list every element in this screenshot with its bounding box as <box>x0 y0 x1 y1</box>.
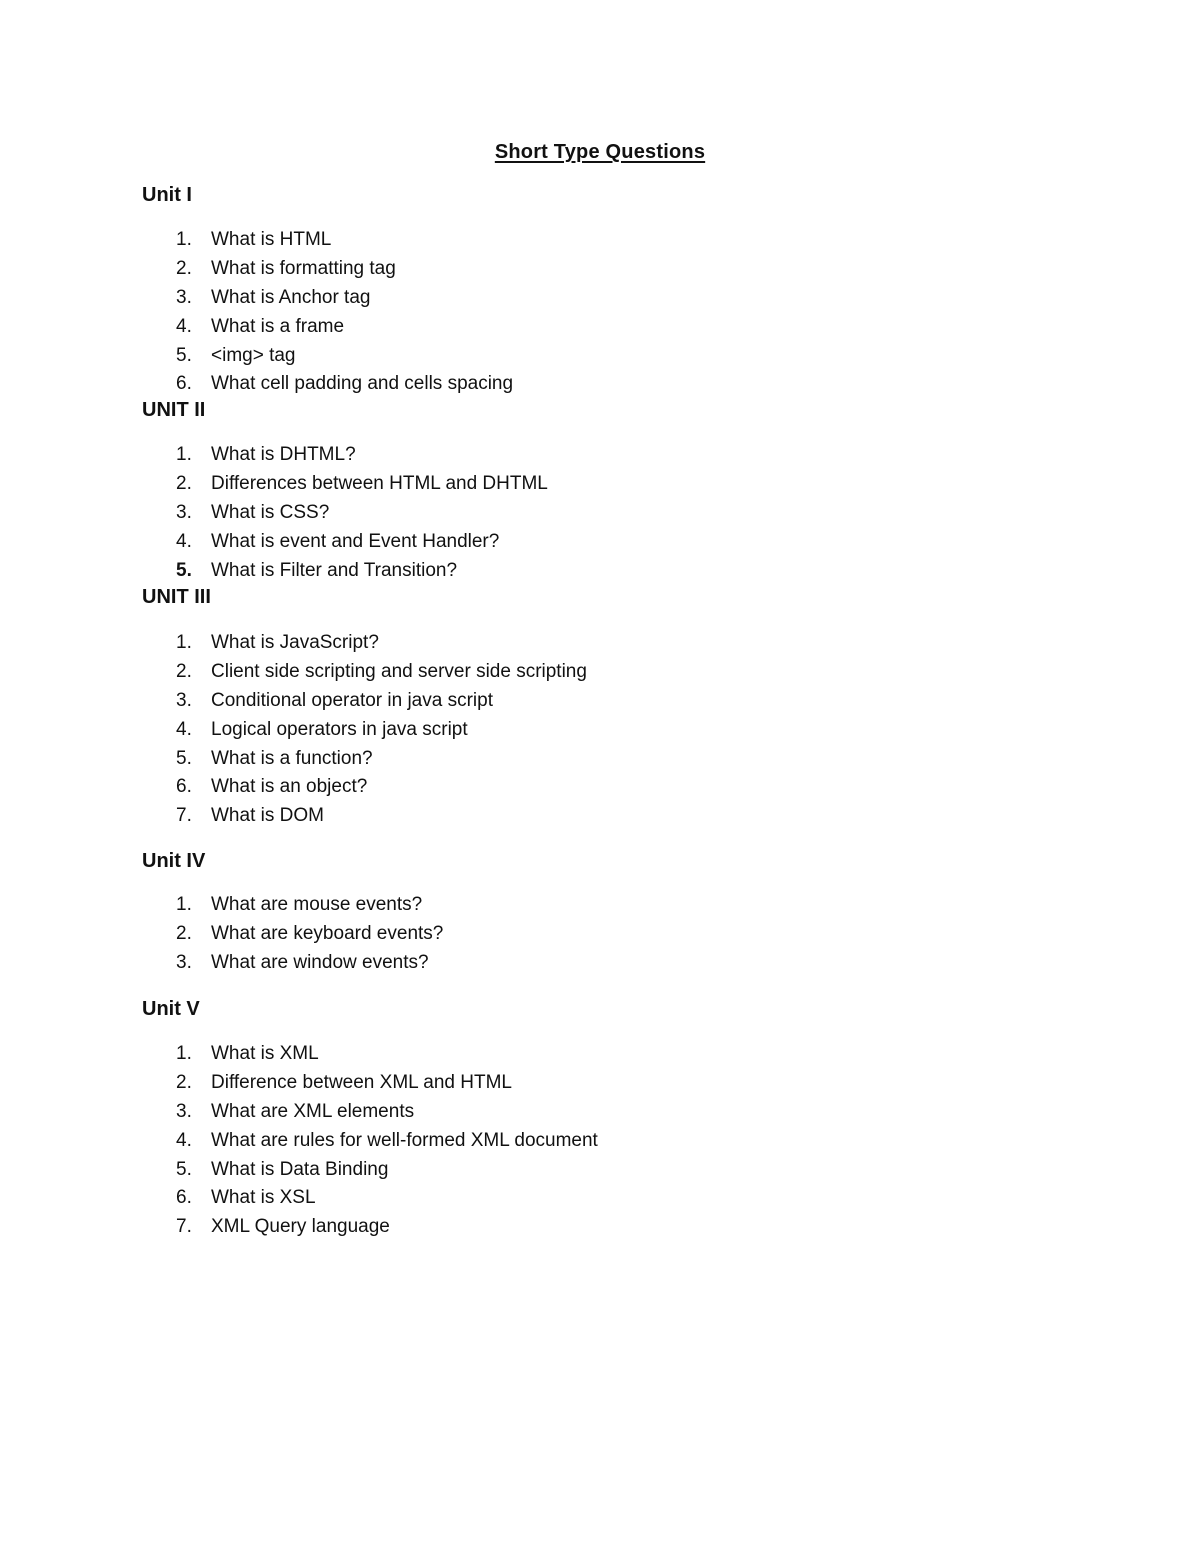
question-text: What is Anchor tag <box>211 286 371 308</box>
question-item <box>142 1127 598 1156</box>
question-text: What is Filter and Transition? <box>211 559 458 581</box>
question-text: What are window events? <box>211 951 429 973</box>
page-title: Short Type Questions <box>494 141 706 163</box>
question-item <box>142 802 587 831</box>
question-item <box>142 687 587 716</box>
question-text: What are XML elements <box>211 1100 415 1122</box>
question-number: 3. <box>176 951 192 973</box>
question-number: 2. <box>176 1071 192 1093</box>
question-item <box>142 773 587 802</box>
unit-heading: Unit IV <box>142 850 206 872</box>
question-number: 7. <box>176 805 192 827</box>
question-text: What are mouse events? <box>211 894 423 915</box>
question-number: 5. <box>176 1158 192 1180</box>
question-text: What is formatting tag <box>211 257 396 279</box>
question-number: 1. <box>176 444 192 465</box>
question-item <box>142 716 587 745</box>
question-item <box>142 745 587 774</box>
question-text: Differences between HTML and DHTML <box>211 472 548 494</box>
question-item <box>142 226 513 255</box>
question-item <box>142 658 587 687</box>
question-number: 4. <box>176 315 192 337</box>
question-number: 3. <box>176 286 192 308</box>
question-number: 4. <box>176 1129 192 1151</box>
question-number: 3. <box>176 1100 192 1122</box>
question-item <box>142 1184 598 1213</box>
question-number: 2. <box>176 257 192 279</box>
question-list <box>142 891 443 978</box>
question-item <box>142 499 548 528</box>
question-text: What is a frame <box>211 315 345 337</box>
question-item <box>142 370 513 399</box>
question-text: What is XSL <box>211 1187 316 1209</box>
unit-heading: Unit V <box>142 998 200 1020</box>
question-item <box>142 1213 598 1242</box>
question-text: What is DHTML? <box>211 444 356 465</box>
question-item <box>142 284 513 313</box>
question-text: Logical operators in java script <box>211 718 468 740</box>
question-item <box>142 1098 598 1127</box>
unit-heading: UNIT III <box>142 586 211 608</box>
question-list <box>142 226 513 399</box>
question-number: 6. <box>176 1187 192 1209</box>
question-number: 7. <box>176 1216 192 1238</box>
question-number: 1. <box>176 229 192 250</box>
question-text: What are keyboard events? <box>211 922 444 944</box>
question-text: What is a function? <box>211 747 373 769</box>
question-number: 1. <box>176 632 192 653</box>
question-item <box>142 1040 598 1069</box>
question-text: What is DOM <box>211 805 324 827</box>
question-text: Difference between XML and HTML <box>211 1071 512 1093</box>
question-number: 4. <box>176 530 192 552</box>
question-item <box>142 342 513 371</box>
question-item <box>142 441 548 470</box>
question-item <box>142 255 513 284</box>
question-text: What cell padding and cells spacing <box>211 373 514 395</box>
question-number: 4. <box>176 718 192 740</box>
question-number: 5. <box>176 344 192 366</box>
question-item <box>142 920 443 949</box>
question-list <box>142 1040 598 1242</box>
unit-heading: UNIT II <box>142 399 206 421</box>
question-text: What is XML <box>211 1043 319 1064</box>
question-number: 1. <box>176 1043 192 1064</box>
unit-heading: Unit I <box>142 184 192 206</box>
question-item <box>142 949 443 978</box>
question-list <box>142 629 587 831</box>
question-number: 2. <box>176 922 192 944</box>
question-text: What is JavaScript? <box>211 632 379 653</box>
question-item <box>142 629 587 658</box>
question-text: What is event and Event Handler? <box>211 530 500 552</box>
question-number: 1. <box>176 894 192 915</box>
question-text: Client side scripting and server side scripting <box>211 660 587 682</box>
question-number: 5. <box>176 747 192 769</box>
question-text: What is an object? <box>211 776 368 798</box>
question-item <box>142 313 513 342</box>
question-number: 3. <box>176 501 192 523</box>
question-item <box>142 891 443 920</box>
question-text: XML Query language <box>211 1216 390 1238</box>
question-item <box>142 1069 598 1098</box>
question-text: What is CSS? <box>211 501 330 523</box>
question-text: What are rules for well-formed XML document <box>211 1129 598 1151</box>
question-list <box>142 441 548 585</box>
question-text: <img> tag <box>211 344 296 366</box>
question-item <box>142 470 548 499</box>
question-number: 6. <box>176 373 192 395</box>
question-text: What is HTML <box>211 229 332 250</box>
question-item <box>142 557 548 586</box>
question-item <box>142 528 548 557</box>
question-number: 6. <box>176 776 192 798</box>
question-item <box>142 1156 598 1185</box>
question-number: 5. <box>176 559 192 581</box>
question-number: 2. <box>176 660 192 682</box>
question-number: 2. <box>176 472 192 494</box>
question-text: Conditional operator in java script <box>211 689 493 711</box>
question-text: What is Data Binding <box>211 1158 389 1180</box>
question-number: 3. <box>176 689 192 711</box>
